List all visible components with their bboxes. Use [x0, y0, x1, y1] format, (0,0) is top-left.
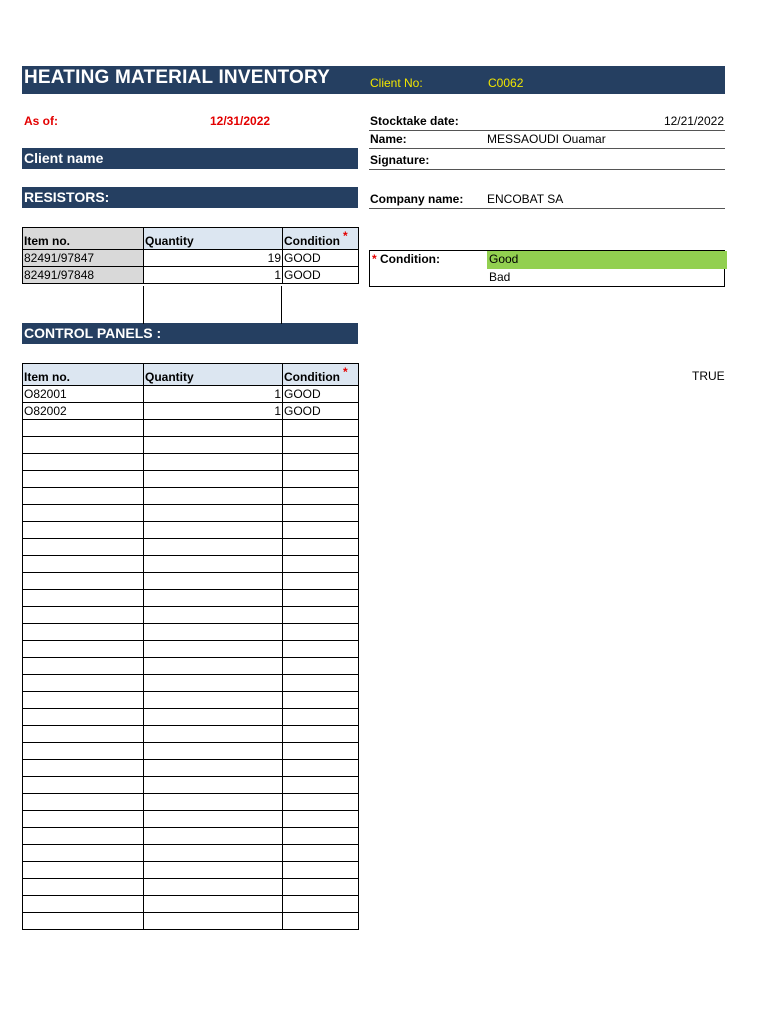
- cell-item-no[interactable]: [23, 913, 144, 930]
- cell-item-no[interactable]: [23, 437, 144, 454]
- cell-condition[interactable]: [283, 437, 359, 454]
- cell-condition[interactable]: [283, 726, 359, 743]
- cell-quantity[interactable]: [144, 641, 283, 658]
- table-header-row: [23, 228, 359, 250]
- table-row[interactable]: [23, 250, 359, 267]
- cell-item-no[interactable]: [23, 896, 144, 913]
- cell-condition[interactable]: [283, 845, 359, 862]
- cell-quantity[interactable]: [144, 828, 283, 845]
- cell-quantity[interactable]: [144, 913, 283, 930]
- header-item-no: Item no.: [23, 364, 144, 386]
- stocktake-row: [369, 112, 725, 131]
- table-row-empty[interactable]: [23, 760, 359, 777]
- cell-quantity[interactable]: [144, 624, 283, 641]
- cell-item-no[interactable]: [23, 624, 144, 641]
- signature-row: [369, 151, 725, 170]
- as-of-label: As of:: [24, 114, 58, 128]
- name-value[interactable]: MESSAOUDI Ouamar: [487, 132, 606, 146]
- header-condition: Condition *: [283, 364, 359, 386]
- table-row-empty[interactable]: [23, 879, 359, 896]
- table-row-empty[interactable]: [23, 896, 359, 913]
- cell-condition[interactable]: [283, 675, 359, 692]
- cell-item-no[interactable]: 82491/97848: [23, 267, 144, 284]
- cell-quantity[interactable]: [144, 658, 283, 675]
- table-row-empty[interactable]: [23, 539, 359, 556]
- cell-quantity[interactable]: [144, 437, 283, 454]
- resistors-section: RESISTORS:: [22, 187, 358, 208]
- table-row-empty[interactable]: [23, 692, 359, 709]
- table-row-empty[interactable]: [23, 471, 359, 488]
- cell-quantity[interactable]: [144, 522, 283, 539]
- table-row-empty[interactable]: [23, 862, 359, 879]
- cell-item-no[interactable]: [23, 641, 144, 658]
- cell-condition[interactable]: [283, 862, 359, 879]
- cell-item-no[interactable]: [23, 845, 144, 862]
- table-row-empty[interactable]: [23, 420, 359, 437]
- cell-condition[interactable]: [283, 539, 359, 556]
- cell-item-no[interactable]: [23, 777, 144, 794]
- cell-condition[interactable]: [283, 896, 359, 913]
- table-row-empty[interactable]: [23, 522, 359, 539]
- cell-quantity[interactable]: [144, 709, 283, 726]
- company-value[interactable]: ENCOBAT SA: [487, 192, 564, 206]
- cell-quantity[interactable]: [144, 692, 283, 709]
- table-row-empty[interactable]: [23, 675, 359, 692]
- cell-condition[interactable]: GOOD: [283, 267, 359, 284]
- cell-quantity[interactable]: [144, 760, 283, 777]
- cell-item-no[interactable]: [23, 505, 144, 522]
- table-row-empty[interactable]: [23, 607, 359, 624]
- cell-item-no[interactable]: [23, 794, 144, 811]
- cell-condition[interactable]: GOOD: [283, 386, 359, 403]
- cell-quantity[interactable]: 1: [144, 267, 283, 284]
- cell-quantity[interactable]: [144, 556, 283, 573]
- cell-quantity[interactable]: [144, 811, 283, 828]
- cell-item-no[interactable]: [23, 709, 144, 726]
- cell-condition[interactable]: [283, 624, 359, 641]
- table-row-empty[interactable]: [23, 777, 359, 794]
- table-row-empty[interactable]: [23, 794, 359, 811]
- header-quantity: Quantity: [144, 364, 283, 386]
- table-row-empty[interactable]: [23, 913, 359, 930]
- cell-item-no[interactable]: [23, 539, 144, 556]
- control-panels-table: [22, 363, 359, 930]
- header-item-no: Item no.: [23, 228, 144, 250]
- cell-item-no[interactable]: [23, 692, 144, 709]
- condition-legend-label: * Condition:: [372, 252, 440, 266]
- cell-item-no[interactable]: O82001: [23, 386, 144, 403]
- cell-item-no[interactable]: [23, 879, 144, 896]
- cell-item-no[interactable]: [23, 743, 144, 760]
- cell-item-no[interactable]: [23, 675, 144, 692]
- cell-quantity[interactable]: [144, 675, 283, 692]
- cell-condition[interactable]: [283, 760, 359, 777]
- cell-condition[interactable]: [283, 777, 359, 794]
- stocktake-label: Stocktake date:: [370, 114, 459, 128]
- cell-item-no[interactable]: [23, 556, 144, 573]
- cell-condition[interactable]: GOOD: [283, 250, 359, 267]
- table-row-empty[interactable]: [23, 573, 359, 590]
- table-row-empty[interactable]: [23, 658, 359, 675]
- cell-item-no[interactable]: [23, 573, 144, 590]
- cell-condition[interactable]: [283, 913, 359, 930]
- cell-condition[interactable]: [283, 709, 359, 726]
- cell-item-no[interactable]: [23, 522, 144, 539]
- cell-item-no[interactable]: [23, 862, 144, 879]
- table-row-empty[interactable]: [23, 709, 359, 726]
- cell-item-no[interactable]: [23, 607, 144, 624]
- cell-quantity[interactable]: [144, 539, 283, 556]
- cell-quantity[interactable]: [144, 726, 283, 743]
- cell-condition[interactable]: [283, 692, 359, 709]
- cell-item-no[interactable]: 82491/97847: [23, 250, 144, 267]
- header-quantity: Quantity: [144, 228, 283, 250]
- cell-quantity[interactable]: [144, 454, 283, 471]
- cell-quantity[interactable]: 1: [144, 403, 283, 420]
- table-row[interactable]: [23, 267, 359, 284]
- cell-quantity[interactable]: [144, 845, 283, 862]
- table-row-empty[interactable]: [23, 556, 359, 573]
- table-row-empty[interactable]: [23, 811, 359, 828]
- cell-quantity[interactable]: [144, 879, 283, 896]
- condition-option-good[interactable]: Good: [487, 251, 727, 269]
- table-row-empty[interactable]: [23, 624, 359, 641]
- condition-legend: [369, 250, 725, 287]
- required-mark: *: [342, 229, 348, 243]
- cell-condition[interactable]: GOOD: [283, 403, 359, 420]
- cell-quantity[interactable]: [144, 896, 283, 913]
- cell-condition[interactable]: [283, 794, 359, 811]
- table-row-empty[interactable]: [23, 743, 359, 760]
- cell-condition[interactable]: [283, 590, 359, 607]
- client-no-value[interactable]: C0062: [488, 76, 524, 90]
- cell-quantity[interactable]: [144, 488, 283, 505]
- resistors-table: [22, 227, 359, 284]
- condition-option-bad[interactable]: Bad: [489, 270, 511, 284]
- cell-quantity[interactable]: 1: [144, 386, 283, 403]
- required-mark: *: [342, 365, 348, 379]
- table-row[interactable]: [23, 403, 359, 420]
- title-bar: [22, 66, 725, 94]
- table-row[interactable]: [23, 386, 359, 403]
- cell-quantity[interactable]: [144, 794, 283, 811]
- table-row-empty[interactable]: [23, 641, 359, 658]
- cell-quantity[interactable]: [144, 743, 283, 760]
- cell-condition[interactable]: [283, 488, 359, 505]
- name-label: Name:: [370, 132, 407, 146]
- stocktake-value[interactable]: 12/21/2022: [663, 114, 724, 128]
- cell-item-no[interactable]: [23, 590, 144, 607]
- cell-quantity[interactable]: [144, 607, 283, 624]
- table-row-empty[interactable]: [23, 845, 359, 862]
- table-row-empty[interactable]: [23, 454, 359, 471]
- client-name-section: Client name: [22, 148, 358, 169]
- cell-item-no[interactable]: [23, 760, 144, 777]
- cell-condition[interactable]: [283, 658, 359, 675]
- signature-label: Signature:: [370, 153, 430, 167]
- cell-condition[interactable]: [283, 556, 359, 573]
- cell-quantity[interactable]: [144, 573, 283, 590]
- cell-item-no[interactable]: [23, 726, 144, 743]
- table-row-empty[interactable]: [23, 828, 359, 845]
- cell-item-no[interactable]: [23, 420, 144, 437]
- page-title: HEATING MATERIAL INVENTORY: [24, 67, 331, 88]
- cell-quantity[interactable]: [144, 471, 283, 488]
- cell-condition[interactable]: [283, 879, 359, 896]
- cell-quantity[interactable]: [144, 420, 283, 437]
- cell-item-no[interactable]: [23, 658, 144, 675]
- cell-condition[interactable]: [283, 454, 359, 471]
- cell-condition[interactable]: [283, 607, 359, 624]
- table-row-empty[interactable]: [23, 488, 359, 505]
- cell-condition[interactable]: [283, 641, 359, 658]
- table-row-empty[interactable]: [23, 590, 359, 607]
- cell-condition[interactable]: [283, 573, 359, 590]
- control-panels-section: CONTROL PANELS :: [22, 323, 358, 344]
- cell-quantity[interactable]: [144, 862, 283, 879]
- client-no-label: Client No:: [370, 76, 423, 90]
- cell-item-no[interactable]: O82002: [23, 403, 144, 420]
- company-row: [369, 190, 725, 209]
- cell-item-no[interactable]: [23, 811, 144, 828]
- cell-condition[interactable]: [283, 743, 359, 760]
- name-row: [369, 131, 725, 149]
- cell-condition[interactable]: [283, 828, 359, 845]
- cell-quantity[interactable]: [144, 590, 283, 607]
- cell-condition[interactable]: [283, 505, 359, 522]
- table-row-empty[interactable]: [23, 505, 359, 522]
- cell-condition[interactable]: [283, 811, 359, 828]
- header-condition: Condition *: [283, 228, 359, 250]
- flag-value: TRUE: [692, 369, 725, 383]
- cell-quantity[interactable]: 19: [144, 250, 283, 267]
- cell-quantity[interactable]: [144, 505, 283, 522]
- as-of-value[interactable]: 12/31/2022: [210, 114, 271, 128]
- cell-condition[interactable]: [283, 522, 359, 539]
- cell-item-no[interactable]: [23, 488, 144, 505]
- cell-condition[interactable]: [283, 420, 359, 437]
- resistors-blank-cell: [143, 286, 282, 324]
- cell-item-no[interactable]: [23, 828, 144, 845]
- table-row-empty[interactable]: [23, 437, 359, 454]
- cell-item-no[interactable]: [23, 454, 144, 471]
- cell-item-no[interactable]: [23, 471, 144, 488]
- table-row-empty[interactable]: [23, 726, 359, 743]
- table-header-row: [23, 364, 359, 386]
- cell-quantity[interactable]: [144, 777, 283, 794]
- cell-condition[interactable]: [283, 471, 359, 488]
- company-label: Company name:: [370, 192, 464, 206]
